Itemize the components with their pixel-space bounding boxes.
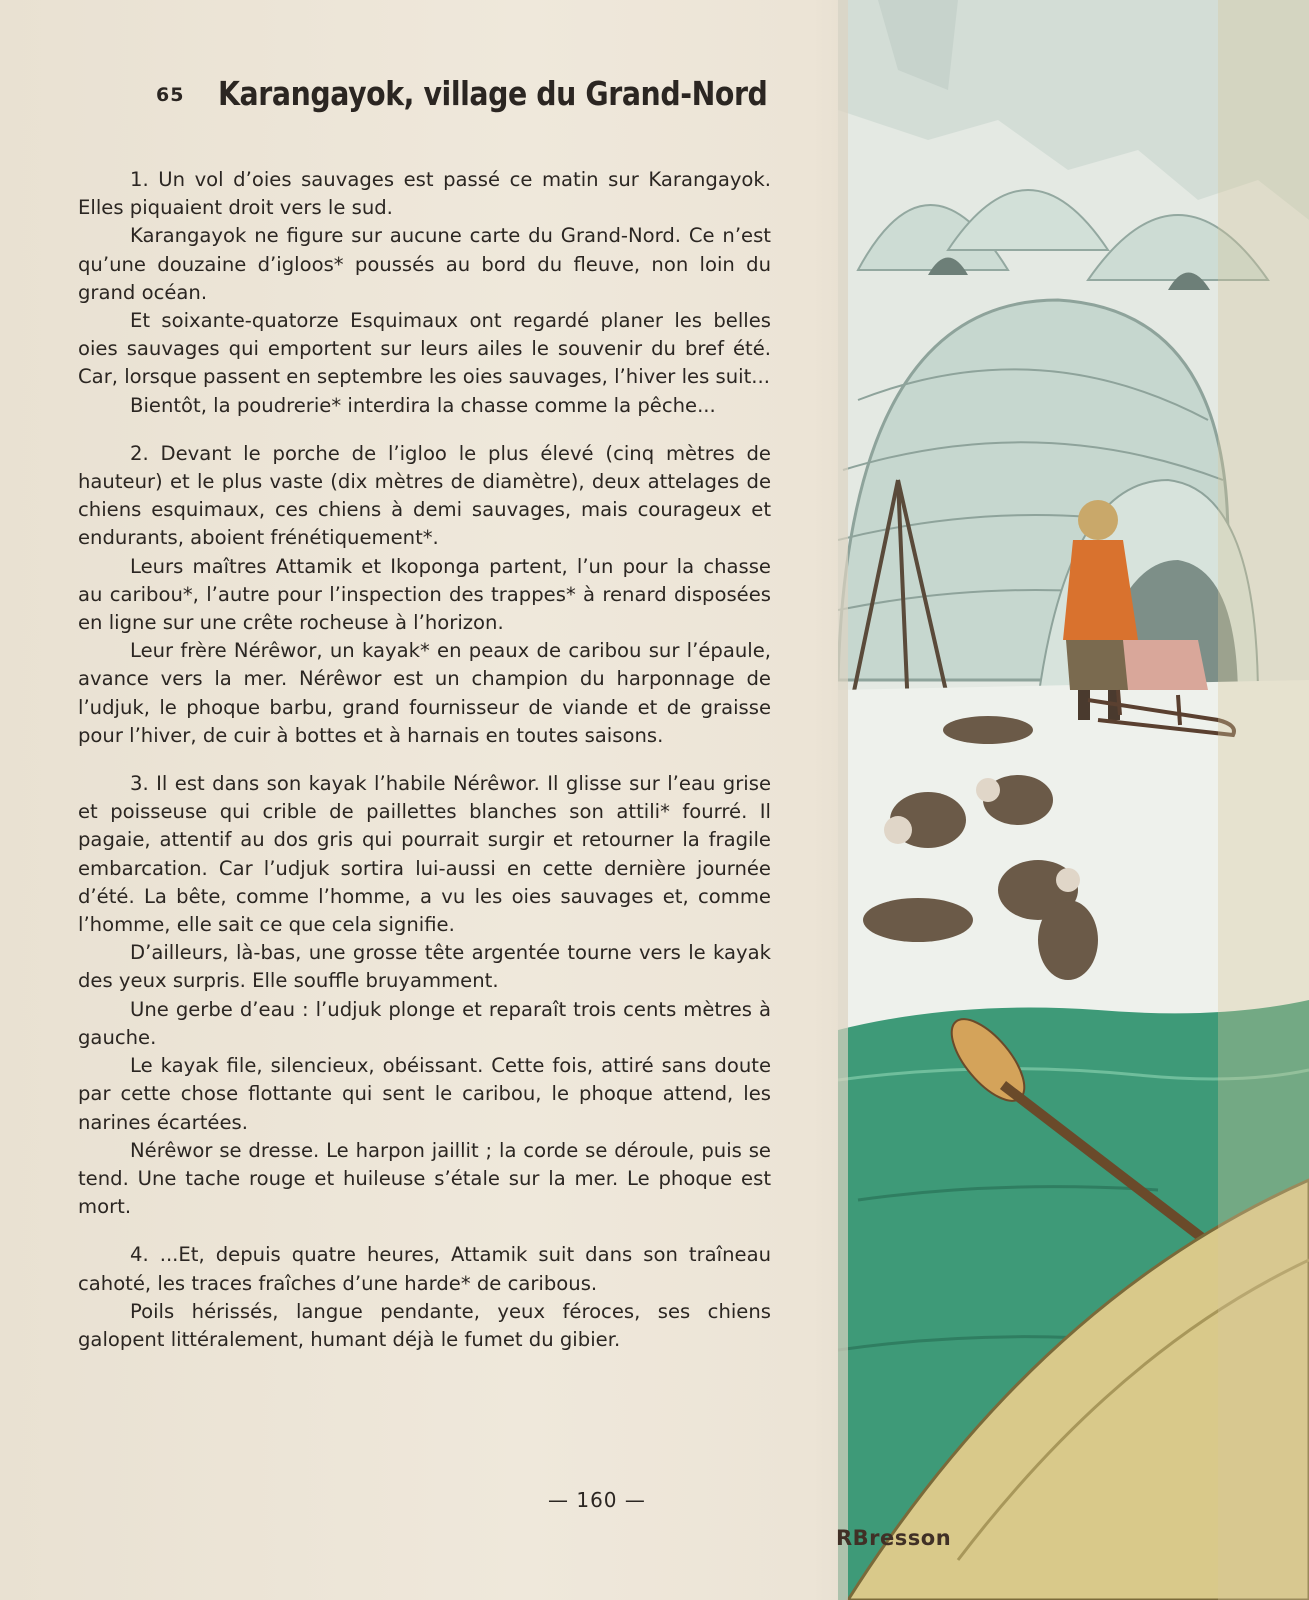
paragraph: Poils hérissés, langue pendante, yeux féroces, ses chiens galopent littéralement, humant déjà le fumet du gibier.: [78, 1299, 771, 1351]
paragraph: 2. Devant le porche de l’igloo le plus élevé (cinq mètres de hauteur) et le plus vaste (dix mètres de diamètre), deux attelages de chiens esquimaux, ces chiens à demi sauvages, mais courageux et endurants, aboient frénétiquement*.: [78, 441, 771, 550]
paragraph: 4. ...Et, depuis quatre heures, Attamik suit dans son traîneau cahoté, les traces fraîches d’une harde* de caribous.: [78, 1243, 771, 1295]
sled-load: [1123, 640, 1208, 690]
paragraph: Bientôt, la poudrerie* interdira la chasse comme la pêche...: [130, 393, 716, 417]
arctic-village-illustration: [838, 0, 1309, 1600]
paragraph: Une gerbe d’eau : l’udjuk plonge et reparaît trois cents mètres à gauche.: [78, 997, 771, 1049]
page-number: — 160 —: [548, 1488, 646, 1512]
paragraph: Leur frère Nérêwor, un kayak* en peaux de caribou sur l’épaule, avance vers la mer. Nérêwor est un champion du harponnage de l’udjuk, le phoque barbu, grand fournisseur de viande et de graisse pour l’hiver, de cuir à bottes et à harnais en toutes saisons.: [78, 639, 771, 747]
lesson-heading: [78, 70, 771, 130]
section-1: [78, 166, 771, 420]
lesson-number: 65: [156, 84, 185, 106]
paragraph: Leurs maîtres Attamik et Ikoponga partent, l’un pour la chasse au caribou*, l’autre pour l’inspection des trappes* à renard disposées en ligne sur une crête rocheuse à l’horizon.: [78, 554, 771, 635]
lesson-title: Karangayok, village du Grand-Nord: [218, 74, 768, 113]
page-gutter: [838, 0, 848, 1600]
section-3: [78, 770, 771, 1221]
paragraph: Karangayok ne figure sur aucune carte du Grand-Nord. Ce n’est qu’une douzaine d’igloos* poussés au bord du fleuve, non loin du grand océan.: [78, 224, 771, 304]
illustration-art: [838, 0, 1309, 1600]
paragraph: 1. Un vol d’oies sauvages est passé ce matin sur Karangayok. Elles piquaient droit vers le sud.: [78, 168, 771, 220]
paragraph: Et soixante-quatorze Esquimaux ont regardé planer les belles oies sauvages qui emportent sur leurs ailes le souvenir du bref été. Car, lorsque passent en septembre les oies sauvages, l’hiver les suit...: [78, 309, 771, 389]
illustrator-signature: RBresson: [836, 1526, 952, 1550]
paragraph: Nérêwor se dresse. Le harpon jaillit ; la corde se déroule, puis se tend. Une tache rouge et huileuse s’étale sur la mer. Le phoque est mort.: [78, 1138, 771, 1219]
facing-page-edge: [1218, 0, 1309, 1600]
paragraph: D’ailleurs, là-bas, une grosse tête argentée tourne vers le kayak des yeux surpris. Elle souffle bruyamment.: [78, 941, 771, 993]
section-4: [78, 1241, 771, 1354]
text-column: [78, 70, 771, 1510]
section-2: [78, 440, 771, 750]
paragraph: Le kayak file, silencieux, obéissant. Cette fois, attiré sans doute par cette chose flottante qui sent le caribou, le phoque attend, les narines écartées.: [78, 1054, 771, 1134]
paragraph: 3. Il est dans son kayak l’habile Nérêwor. Il glisse sur l’eau grise et poisseuse qui crible de paillettes blanches son attili* fourré. Il pagaie, attentif au dos gris qui pourrait surgir et retourner la fragile embarcation. Car l’udjuk sortira lui-aussi en cette dernière journée d’été. La bête, comme l’homme, a vu les oies sauvages et, comme l’homme, elle sait ce que cela signifie.: [78, 772, 771, 937]
lesson-body: [78, 166, 771, 1354]
